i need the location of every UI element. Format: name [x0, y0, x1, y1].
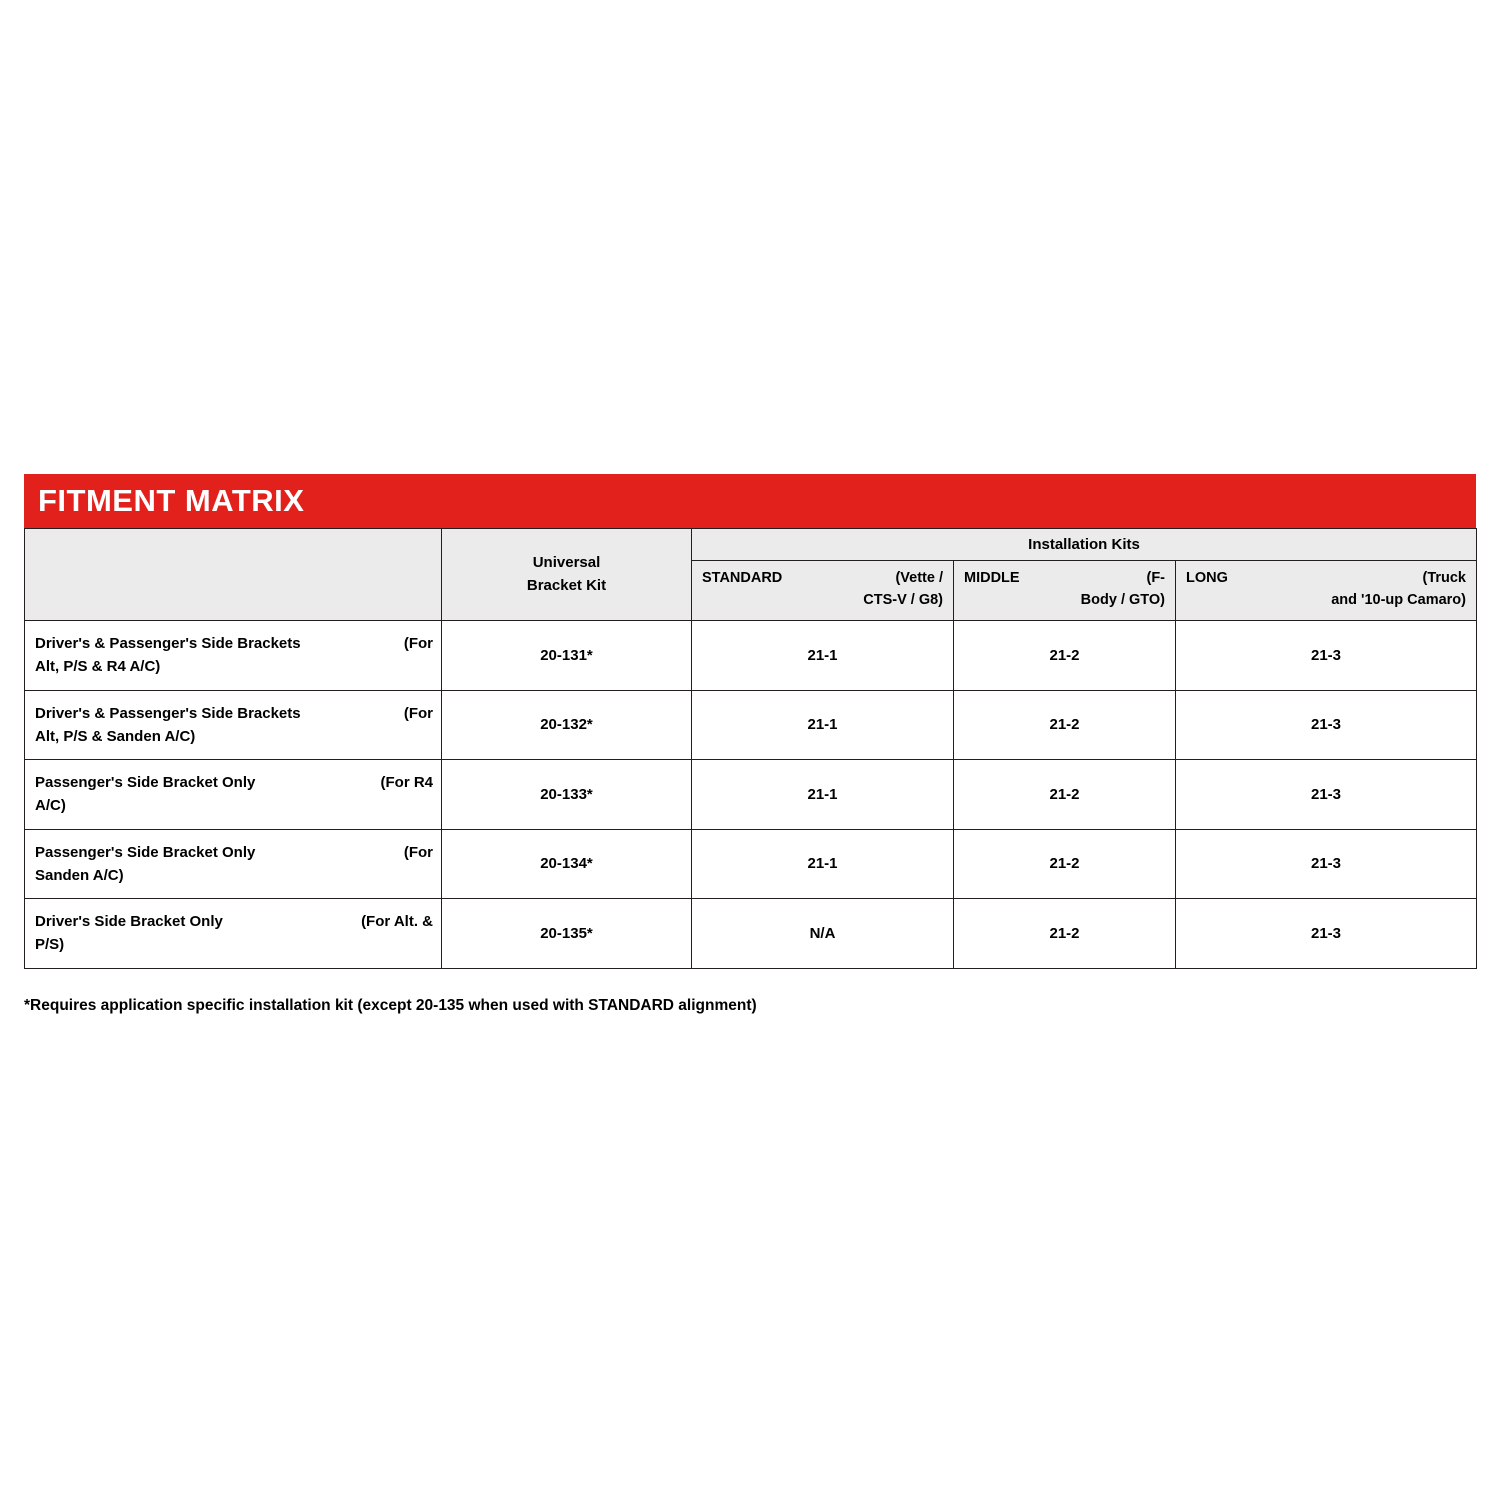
- row-4-universal: 20-135*: [442, 899, 692, 969]
- fitment-matrix-table: [24, 528, 1477, 969]
- row-4-middle: 21-2: [954, 899, 1176, 969]
- fitment-matrix-title-bar: [24, 474, 1476, 528]
- row-label-4-line2: P/S): [35, 936, 65, 954]
- row-label-2-line1-left: Passenger's Side Bracket Only: [35, 774, 256, 791]
- row-label-0: [25, 621, 442, 691]
- row-1-long: 21-3: [1176, 690, 1477, 760]
- header-universal-line1: Universal: [532, 554, 601, 571]
- row-3-standard: 21-1: [692, 829, 954, 899]
- table-header-row-top: [25, 529, 1477, 561]
- header-universal-bracket-kit: [442, 529, 692, 621]
- row-1-universal: 20-132*: [442, 690, 692, 760]
- row-label-0-line1-right: (For: [403, 635, 433, 652]
- header-blank-cell: [25, 529, 442, 621]
- row-label-1-line2: Alt, P/S & Sanden A/C): [35, 727, 196, 745]
- row-0-standard: 21-1: [692, 621, 954, 691]
- row-label-3-line2: Sanden A/C): [35, 866, 124, 884]
- header-kit-standard-detail1: (Vette /: [895, 569, 943, 586]
- row-label-3-line1-right: (For: [403, 843, 433, 861]
- row-2-middle: 21-2: [954, 760, 1176, 830]
- table-row: [25, 760, 1477, 830]
- header-kit-standard-detail2: CTS-V / G8): [863, 591, 943, 608]
- header-kit-middle-detail1: (F-: [1146, 569, 1165, 586]
- row-4-long: 21-3: [1176, 899, 1477, 969]
- row-label-3-line1-left: Passenger's Side Bracket Only: [35, 843, 256, 861]
- footnote: *Requires application specific installation kit (except 20-135 when used with STANDARD alignment): [24, 996, 757, 1014]
- header-kit-long-name: LONG: [1186, 569, 1228, 586]
- row-2-long: 21-3: [1176, 760, 1477, 830]
- table-row: [25, 829, 1477, 899]
- page-title: FITMENT MATRIX: [38, 483, 305, 518]
- row-label-3: [25, 829, 442, 899]
- header-kit-long-detail2: and '10-up Camaro): [1331, 591, 1466, 608]
- header-installation-kits-group: Installation Kits: [692, 529, 1477, 561]
- row-label-2-line1-right: (For R4: [380, 774, 433, 791]
- row-label-4: [25, 899, 442, 969]
- row-label-4-line1-left: Driver's Side Bracket Only: [35, 913, 223, 930]
- table-row: [25, 899, 1477, 969]
- header-kit-middle-name: MIDDLE: [964, 569, 1020, 586]
- row-4-standard: N/A: [692, 899, 954, 969]
- row-label-0-line2: Alt, P/S & R4 A/C): [35, 658, 161, 676]
- fitment-matrix-sheet: [24, 474, 1476, 1016]
- row-2-universal: 20-133*: [442, 760, 692, 830]
- row-label-2-line2: A/C): [35, 797, 66, 815]
- header-kit-standard: [692, 561, 954, 621]
- row-3-universal: 20-134*: [442, 829, 692, 899]
- row-3-long: 21-3: [1176, 829, 1477, 899]
- row-1-standard: 21-1: [692, 690, 954, 760]
- header-kit-long: [1176, 561, 1477, 621]
- row-label-2: [25, 760, 442, 830]
- row-label-4-line1-right: (For Alt. &: [361, 913, 433, 930]
- table-row: [25, 690, 1477, 760]
- row-0-long: 21-3: [1176, 621, 1477, 691]
- row-1-middle: 21-2: [954, 690, 1176, 760]
- header-kit-middle: [954, 561, 1176, 621]
- row-label-1-line1-right: (For: [403, 704, 433, 722]
- table-row: [25, 621, 1477, 691]
- header-kit-long-detail1: (Truck: [1422, 569, 1466, 586]
- header-kit-standard-name: STANDARD: [702, 569, 783, 586]
- row-label-1: [25, 690, 442, 760]
- row-3-middle: 21-2: [954, 829, 1176, 899]
- header-universal-line2: Bracket Kit: [526, 576, 607, 594]
- row-label-0-line1-left: Driver's & Passenger's Side Brackets: [35, 635, 301, 652]
- row-0-middle: 21-2: [954, 621, 1176, 691]
- row-2-standard: 21-1: [692, 760, 954, 830]
- row-0-universal: 20-131*: [442, 621, 692, 691]
- header-kit-middle-detail2: Body / GTO): [1080, 591, 1165, 608]
- row-label-1-line1-left: Driver's & Passenger's Side Brackets: [35, 704, 301, 722]
